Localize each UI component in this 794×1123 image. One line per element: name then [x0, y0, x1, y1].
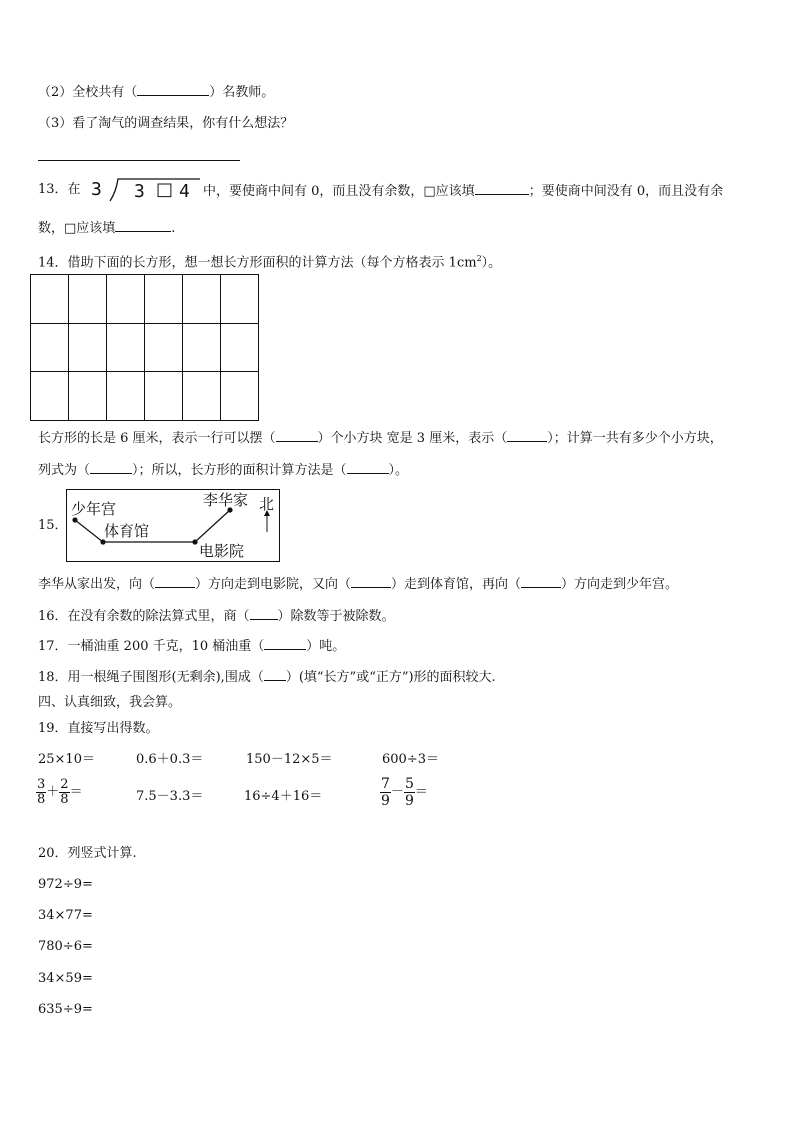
q20-title: 20．列竖式计算. [38, 846, 137, 861]
answer-blank[interactable] [137, 83, 209, 96]
answer-blank[interactable] [351, 575, 391, 588]
answer-blank[interactable] [250, 607, 278, 620]
grid-square [220, 323, 259, 373]
dividend-box: □ [156, 179, 174, 200]
label-home: 李华家 [203, 491, 249, 509]
answer-blank[interactable] [264, 637, 306, 650]
calc-item: 25×10＝ [38, 752, 95, 767]
q13-line1-rest: 中，要使商中间有 0，而且没有余数，□应该填 ；要使商中间没有 0，而且没有余 [203, 184, 724, 199]
vertical-calc-item: 780÷6= [38, 939, 93, 954]
grid-square [68, 274, 107, 324]
q13-line2: 数，□应该填 . [38, 221, 176, 236]
grid-square [144, 371, 183, 421]
rectangle-grid [30, 274, 258, 420]
dividend-digit: 4 [179, 181, 190, 202]
answer-blank[interactable] [276, 429, 318, 442]
answer-blank[interactable] [155, 575, 195, 588]
calc-item: 150－12×5＝ [246, 752, 333, 767]
grid-square [182, 323, 221, 373]
q13-line1: 13．在 [38, 182, 81, 197]
q15-text: 李华从家出发，向（ ）方向走到电影院，又向（ ）走到体育馆，再向（ ）方向走到少年宫。 [38, 577, 679, 592]
fraction: $\frac{2}{8}$ [60, 777, 69, 807]
calc-item: 600÷3＝ [382, 752, 439, 767]
grid-square [30, 371, 69, 421]
answer-blank[interactable] [475, 182, 529, 195]
vertical-calc-item: 972÷9= [38, 877, 93, 892]
vertical-calc-item: 635÷9= [38, 1002, 93, 1017]
dividend-digit: 3 [134, 181, 145, 202]
q16: 16．在没有余数的除法算式里，商（ ）除数等于被除数。 [38, 609, 395, 624]
q18: 18．用一根绳子围图形(无剩余),围成（ ）(填“长方”或“正方”)形的面积较大. [38, 670, 496, 685]
fraction: $\frac{7}{9}$ [381, 776, 390, 809]
grid-square [144, 323, 183, 373]
q14-line1: 长方形的长是 6 厘米，表示一行可以摆（ ）个小方块 宽是 3 厘米，表示（ ）；计算一共有多少个小方块， [38, 431, 723, 446]
fraction: $\frac{3}{8}$ [37, 777, 46, 807]
vertical-calc-item: 34×59= [38, 971, 93, 986]
grid-square [68, 323, 107, 373]
q-prev-part3: （3）看了淘气的调查结果，你有什么想法？ [38, 116, 294, 131]
answer-blank[interactable] [90, 461, 132, 474]
route-map [66, 489, 280, 562]
calc-item: 16÷4＋16＝ [244, 789, 323, 804]
calc-item-fraction: $\frac{3}{8}$ ＋ $\frac{2}{8}$ ＝ [37, 777, 83, 807]
grid-square [220, 371, 259, 421]
q-prev-part2: （2）全校共有（ ）名教师。 [38, 85, 275, 100]
grid-square [144, 274, 183, 324]
answer-blank[interactable] [347, 461, 389, 474]
fraction: $\frac{5}{9}$ [404, 776, 414, 809]
q14-title: 14．借助下面的长方形，想一想长方形面积的计算方法（每个方格表示 $1cm^2$）。 [38, 254, 502, 271]
grid-square [106, 371, 145, 421]
label-north: 北 [259, 495, 275, 513]
calc-item: 0.6＋0.3＝ [136, 752, 204, 767]
calc-item: 7.5－3.3＝ [136, 789, 204, 804]
answer-blank[interactable] [507, 429, 547, 442]
grid-square [68, 371, 107, 421]
answer-line[interactable] [38, 160, 240, 161]
calc-item-fraction: $\frac{7}{9}$ － $\frac{5}{9}$ ＝ [381, 776, 428, 809]
cinema-dot [192, 539, 197, 544]
grid-square [30, 274, 69, 324]
long-division-figure [88, 176, 200, 202]
divisor: 3 [91, 179, 102, 200]
answer-blank[interactable] [115, 219, 171, 232]
grid-square [182, 371, 221, 421]
q17: 17．一桶油重 200 千克，10 桶油重（ ）吨。 [38, 639, 346, 654]
answer-blank[interactable] [264, 668, 286, 681]
grid-square [106, 274, 145, 324]
answer-blank[interactable] [521, 575, 561, 588]
label-gym: 体育馆 [104, 522, 150, 540]
grid-square [30, 323, 69, 373]
vertical-calc-item: 34×77= [38, 908, 93, 923]
label-cinema: 电影院 [199, 542, 245, 560]
q15-number: 15． [38, 518, 68, 533]
grid-square [220, 274, 259, 324]
q14-line2: 列式为（ ）；所以，长方形的面积计算方法是（ ）。 [38, 463, 409, 478]
grid-square [106, 323, 145, 373]
section-4-heading: 四、认真细致，我会算。 [38, 695, 182, 710]
grid-square [182, 274, 221, 324]
q19-title: 19．直接写出得数。 [38, 721, 159, 736]
label-youth-palace: 少年宫 [71, 500, 117, 518]
